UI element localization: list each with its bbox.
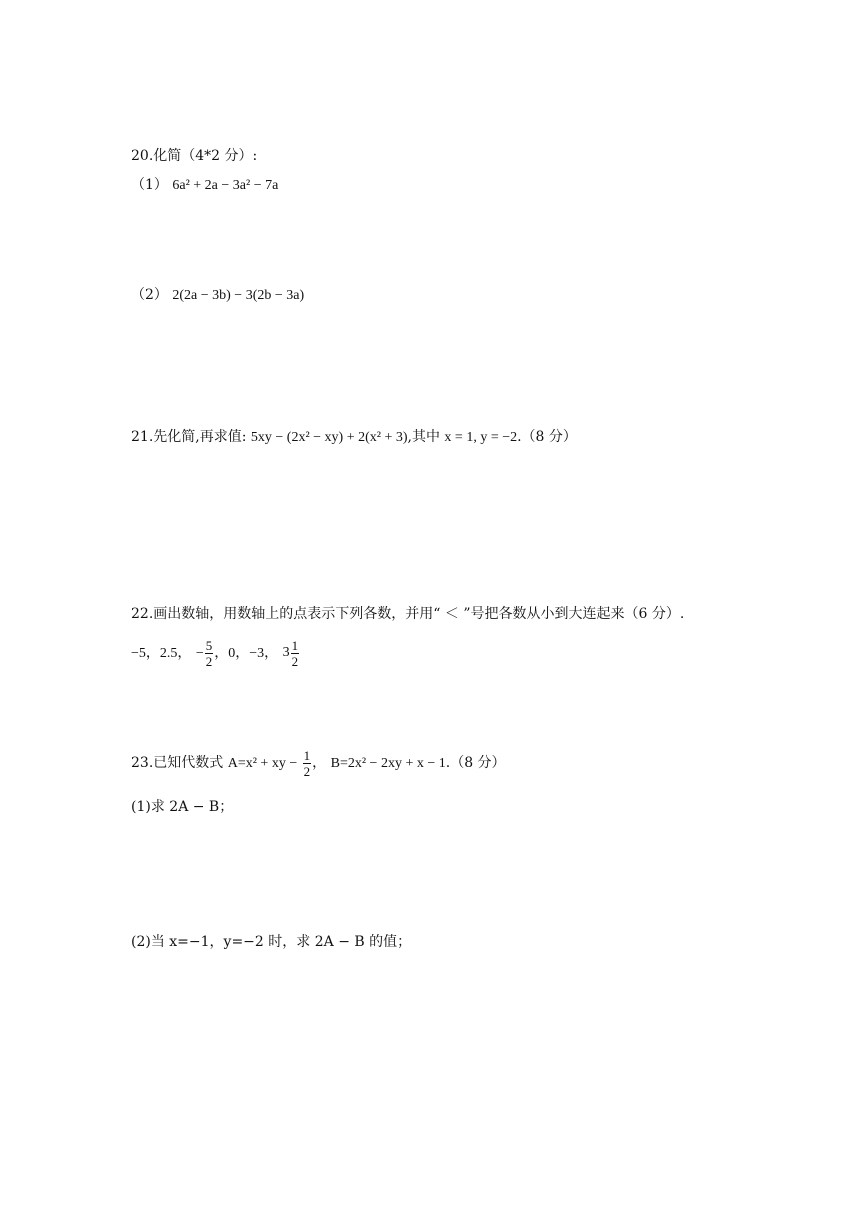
q20-part2-expression: 2(2a − 3b) − 3(2b − 3a) [172, 288, 305, 303]
q20-part1 [131, 175, 278, 196]
q20-part1-label: （1） [131, 177, 168, 193]
q21-expression: 5xy − (2x² − xy) + 2(x² + 3) [250, 430, 408, 445]
q23-suffix: .（8 分） [445, 755, 506, 771]
q23-a-definition: A=x² + xy − [227, 756, 298, 771]
q23-separator: ， [312, 755, 327, 771]
q22-fraction-five-halves [205, 638, 214, 669]
q23-fraction-half [303, 748, 312, 779]
fraction-numerator: 1 [291, 637, 299, 653]
q22-neg-sign: − [195, 646, 204, 661]
fraction-denominator: 2 [303, 763, 311, 779]
mixed-fraction [291, 638, 300, 669]
q22-heading: 22.画出数轴，用数轴上的点表示下列各数，并用“ ＜ ”号把各数从小到大连起来（6 分）. [131, 606, 685, 622]
q23-text [131, 746, 506, 781]
q21-condition: x = 1, y = −2 [444, 430, 518, 445]
q22-numbers-first: −5，2.5， [131, 646, 192, 661]
fraction-numerator: 1 [303, 747, 311, 763]
q23-part1: (1)求 2A − B； [131, 799, 234, 815]
q22-mixed-number [283, 636, 301, 670]
q21-suffix: .（8 分） [517, 429, 577, 445]
q20-part2 [131, 285, 304, 306]
q22-numbers [131, 636, 300, 671]
q23-part2: (2)当 x=−1，y=−2 时，求 2A − B 的值； [131, 934, 412, 950]
fraction-numerator: 5 [205, 637, 213, 653]
mixed-whole: 3 [282, 645, 290, 660]
q20-part2-label: （2） [131, 287, 168, 303]
q21-mid: ,其中 [407, 429, 440, 445]
fraction-denominator: 2 [291, 653, 299, 669]
q22-numbers-middle: ，0，−3， [214, 646, 279, 661]
fraction-denominator: 2 [205, 653, 213, 669]
q21-prefix: 21.先化简,再求值: [131, 429, 247, 445]
q20-heading: 20.化简（4*2 分）: [131, 148, 258, 164]
q23-prefix: 23.已知代数式 [131, 755, 224, 771]
q21-text [131, 427, 577, 448]
q23-b-definition: B=2x² − 2xy + x − 1 [330, 756, 446, 771]
q20-part1-expression: 6a² + 2a − 3a² − 7a [172, 178, 279, 193]
